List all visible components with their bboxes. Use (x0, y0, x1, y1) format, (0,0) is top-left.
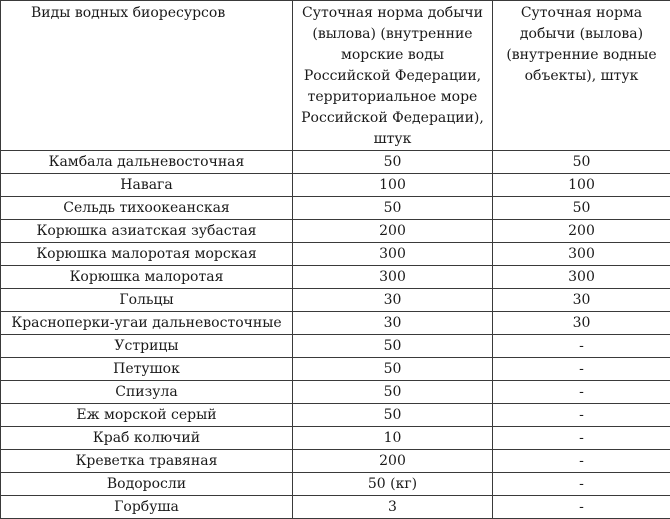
table-row (1, 151, 670, 174)
cell-norm-inland: - (493, 496, 670, 519)
cell-norm-inland: - (493, 404, 670, 427)
cell-norm-marine: 30 (293, 289, 493, 312)
table-row (1, 289, 670, 312)
cell-norm-marine: 50 (293, 358, 493, 381)
cell-norm-marine: 300 (293, 266, 493, 289)
cell-norm-inland: - (493, 381, 670, 404)
cell-norm-inland: 300 (493, 266, 670, 289)
cell-norm-inland: 100 (493, 174, 670, 197)
cell-norm-inland: 50 (493, 197, 670, 220)
table-row (1, 312, 670, 335)
cell-species: Креветка травяная (1, 450, 293, 473)
cell-norm-marine: 300 (293, 243, 493, 266)
table-row (1, 174, 670, 197)
cell-norm-inland: - (493, 358, 670, 381)
cell-species: Гольцы (1, 289, 293, 312)
cell-norm-marine: 50 (293, 151, 493, 174)
header-norm-inland: Суточная норма добычи (вылова) (внутренние водные объекты), штук (493, 1, 670, 151)
header-species: Виды водных биоресурсов (1, 1, 293, 151)
cell-norm-marine: 3 (293, 496, 493, 519)
table-header-row (1, 1, 670, 151)
cell-species: Еж морской серый (1, 404, 293, 427)
cell-norm-marine: 30 (293, 312, 493, 335)
cell-species: Устрицы (1, 335, 293, 358)
table-row (1, 496, 670, 519)
cell-species: Красноперки-угаи дальневосточные (1, 312, 293, 335)
table-row (1, 427, 670, 450)
cell-species: Водоросли (1, 473, 293, 496)
cell-species: Корюшка азиатская зубастая (1, 220, 293, 243)
cell-norm-inland: 200 (493, 220, 670, 243)
cell-norm-inland: - (493, 450, 670, 473)
cell-norm-marine: 50 (293, 404, 493, 427)
cell-norm-marine: 10 (293, 427, 493, 450)
cell-norm-marine: 50 (кг) (293, 473, 493, 496)
cell-norm-marine: 50 (293, 335, 493, 358)
cell-species: Корюшка малоротая морская (1, 243, 293, 266)
cell-species: Сельдь тихоокеанская (1, 197, 293, 220)
cell-norm-marine: 50 (293, 381, 493, 404)
table-row (1, 266, 670, 289)
table-row (1, 404, 670, 427)
table-body (1, 151, 670, 519)
table-row (1, 473, 670, 496)
cell-species: Горбуша (1, 496, 293, 519)
table-row (1, 220, 670, 243)
cell-species: Навага (1, 174, 293, 197)
cell-norm-inland: 50 (493, 151, 670, 174)
table-row (1, 243, 670, 266)
cell-norm-inland: 30 (493, 312, 670, 335)
cell-species: Спизула (1, 381, 293, 404)
cell-norm-inland: - (493, 335, 670, 358)
table-row (1, 381, 670, 404)
cell-species: Камбала дальневосточная (1, 151, 293, 174)
table-row (1, 197, 670, 220)
cell-norm-inland: 300 (493, 243, 670, 266)
cell-species: Корюшка малоротая (1, 266, 293, 289)
cell-norm-marine: 200 (293, 220, 493, 243)
cell-norm-inland: - (493, 473, 670, 496)
table-row (1, 450, 670, 473)
cell-norm-marine: 100 (293, 174, 493, 197)
table-row (1, 358, 670, 381)
table-row (1, 335, 670, 358)
cell-norm-inland: 30 (493, 289, 670, 312)
cell-species: Петушок (1, 358, 293, 381)
cell-species: Краб колючий (1, 427, 293, 450)
cell-norm-marine: 50 (293, 197, 493, 220)
cell-norm-marine: 200 (293, 450, 493, 473)
header-norm-marine: Суточная норма добычи (вылова) (внутренние морские воды Российской Федерации, территориальное море Российской Федерации), штук (293, 1, 493, 151)
cell-norm-inland: - (493, 427, 670, 450)
